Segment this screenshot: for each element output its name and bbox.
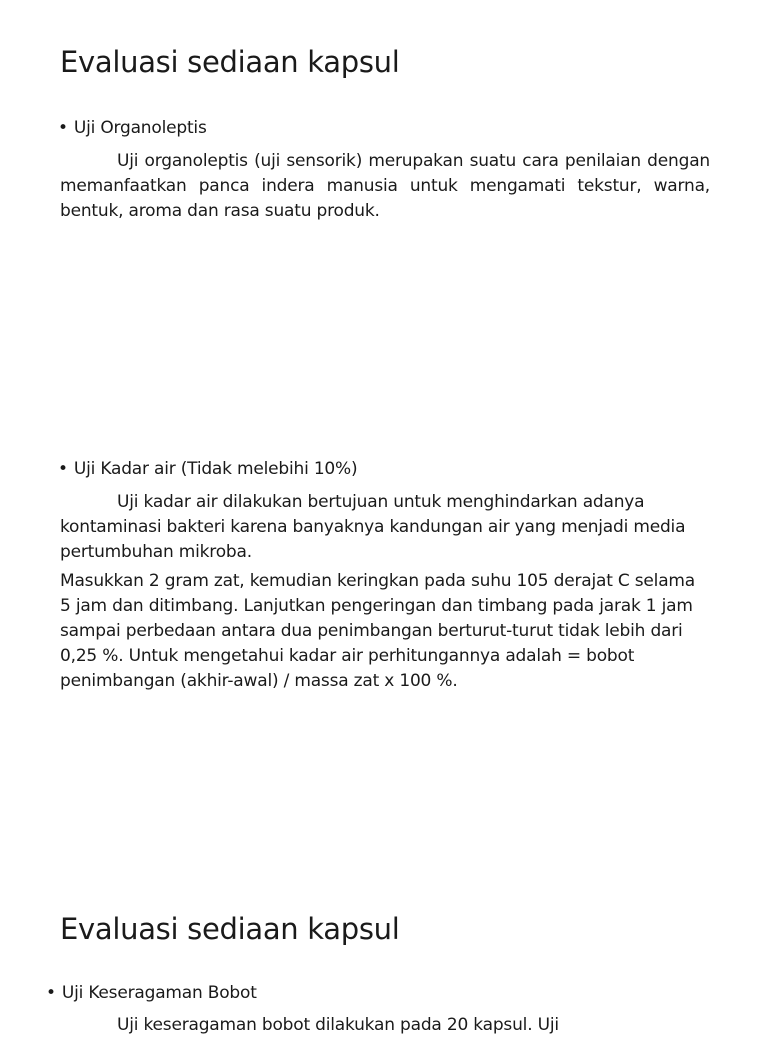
kadar-air-procedure: Masukkan 2 gram zat, kemudian keringkan pada suhu 105 derajat C selama 5 jam dan ditimbang. Lanjutkan pengeringan dan timbang pada jarak 1 jam sampai perbedaan antara dua penimbangan berturut-turut tidak lebih dari 0,25 %. Untuk mengetahui kadar air perhitungannya adalah = bobot penimbangan (akhir-awal) / massa zat x 100 %. [60, 571, 695, 691]
bullet-heading: Uji Kadar air (Tidak melebihi 10%) [73, 459, 358, 479]
bullet-heading: Uji Organoleptis [73, 118, 207, 138]
slide-title: Evaluasi sediaan kapsul [60, 912, 400, 946]
organoleptis-paragraph: Uji organoleptis (uji sensorik) merupakan suatu cara penilaian dengan memanfaatkan panca indera manusia untuk mengamati tekstur, warna, bentuk, aroma dan rasa suatu produk. [60, 151, 710, 221]
keseragaman-bobot-paragraph: Uji keseragaman bobot dilakukan pada 20 kapsul. Uji [117, 1015, 559, 1035]
bullet-uji-keseragaman-bobot [46, 983, 257, 1003]
bullet-uji-organoleptis [58, 118, 207, 138]
bullet-uji-kadar-air [58, 459, 357, 479]
bullet-heading: Uji Keseragaman Bobot [61, 983, 257, 1003]
bullet-dot: • [46, 983, 56, 1003]
slide-2 [0, 880, 768, 1040]
slide-title: Evaluasi sediaan kapsul [60, 45, 400, 79]
kadar-air-paragraph: Uji kadar air dilakukan bertujuan untuk menghindarkan adanya kontaminasi bakteri karena banyaknya kandungan air yang menjadi media pertumbuhan mikroba. [60, 492, 686, 562]
bullet-dot: • [58, 118, 68, 138]
bullet-dot: • [58, 459, 68, 479]
